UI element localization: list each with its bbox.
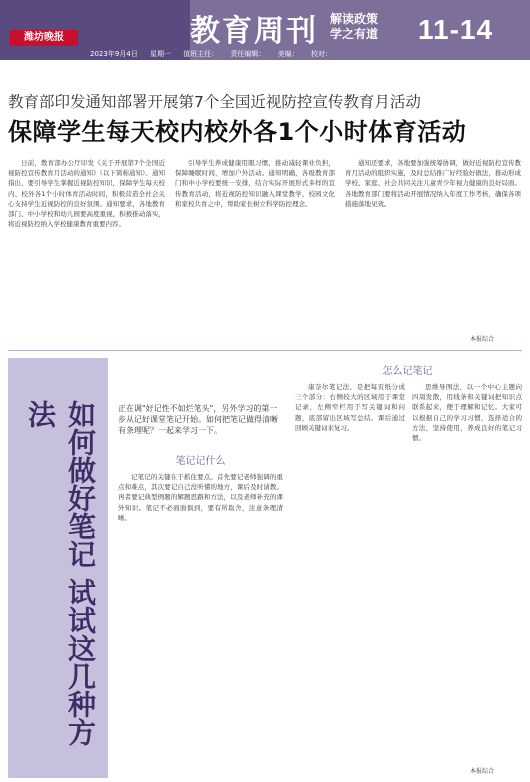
meta-designer: 美编： (277, 50, 299, 58)
page-numbers: 11-14 (418, 14, 494, 45)
feature-column-2 (295, 382, 405, 764)
meta-duty-editor: 值班主任： (183, 50, 219, 58)
feature-column-3 (412, 382, 522, 764)
feature-text: 康奈尔笔记法，是把每页纸分成三个部分：右侧较大的区域用于课堂记录，左侧窄栏用于写关键词和问题，底部留出区域写总结。课后通过回顾关键词来复习。 (295, 383, 405, 432)
section-title: 教育周刊 (190, 14, 318, 49)
article-text: 引导学生养成健康用眼习惯，推动减轻课业负担，保障睡眠时间，增加户外活动。通知明确，各级教育部门和中小学校要统一安排，结合实际开展形式多样的宣传教育活动，将近视防控知识融入课堂教学、校园文化和家校共育之中，帮助家长树立科学防控理念。 (175, 159, 335, 208)
article-text: 通知还要求，各地要加强统筹协调，做好近视防控宣传教育月活动的组织实施，及时总结推广好经验好做法，推动形成学校、家庭、社会共同关注儿童青少年视力健康的良好局面。各地教育部门要将活动开展情况纳入年度工作考核，确保各项措施落地见效。 (345, 159, 521, 208)
feature-vertical-title: 如何做好笔记 试试这几种方法 (24, 400, 97, 746)
feature-text: 记笔记的关键在于抓住要点。首先要记老师强调的重点和难点，其次要记自己没听懂的地方，课后及时请教。再者要记典型例题的解题思路和方法，以及老师补充的课外知识。笔记不必面面俱到，要有所取舍，注意条理清晰。 (118, 473, 283, 522)
article-headline: 保障学生每天校内校外各1个小时体育活动 (8, 118, 467, 146)
meta-editor: 责任编辑： (230, 50, 266, 58)
article-column-1 (8, 158, 165, 336)
article-kicker: 教育部印发通知部署开展第7个全国近视防控宣传教育月活动 (8, 93, 421, 111)
meta-proofreader: 校对： (310, 50, 332, 58)
article-column-3 (345, 158, 521, 336)
paper-logo: 潍坊晚报 (10, 30, 78, 46)
feature-text: 思维导图法，以一个中心主题向四周发散，用线条和关键词把知识点联系起来，便于理解和记忆。大家可以根据自己的学习习惯，选择适合的方法，坚持使用，养成良好的笔记习惯。 (412, 383, 522, 443)
feature-teaser: 正在调"好记性不如烂笔头"，另外学习的第一步从记好课堂笔记开始。如何把笔记做得清晰有条理呢？一起来学习一下。 (118, 404, 278, 435)
article-column-2 (175, 158, 335, 336)
subhead-how-to-note: 怎么记笔记 (382, 366, 433, 377)
masthead-meta (90, 49, 510, 59)
article-byline: 本报综合 (470, 336, 495, 343)
section-slogan: 解读政策 学之有道 (330, 12, 379, 41)
meta-weekday: 星期一 (149, 50, 171, 58)
meta-date: 2023年9月4日 (90, 50, 138, 58)
feature-column-1 (118, 472, 283, 764)
subhead-what-to-note: 笔记记什么 (175, 456, 226, 467)
section-divider (8, 350, 522, 351)
feature-byline: 本报综合 (470, 768, 495, 775)
article-text: 日前，教育部办公厅印发《关于开展第7个全国近视防控宣传教育月活动的通知》（以下简称通知）。通知指出，要引导学生掌握近视防控知识，保障学生每天校内、校外各1个小时体育活动时间，积极营造全社会关心支持学生近视防控的良好氛围。通知要求，各地教育部门、中小学校和幼儿园要高度重视，积极推动落实，将近视防控纳入学校健康教育重要内容。 (8, 159, 165, 229)
